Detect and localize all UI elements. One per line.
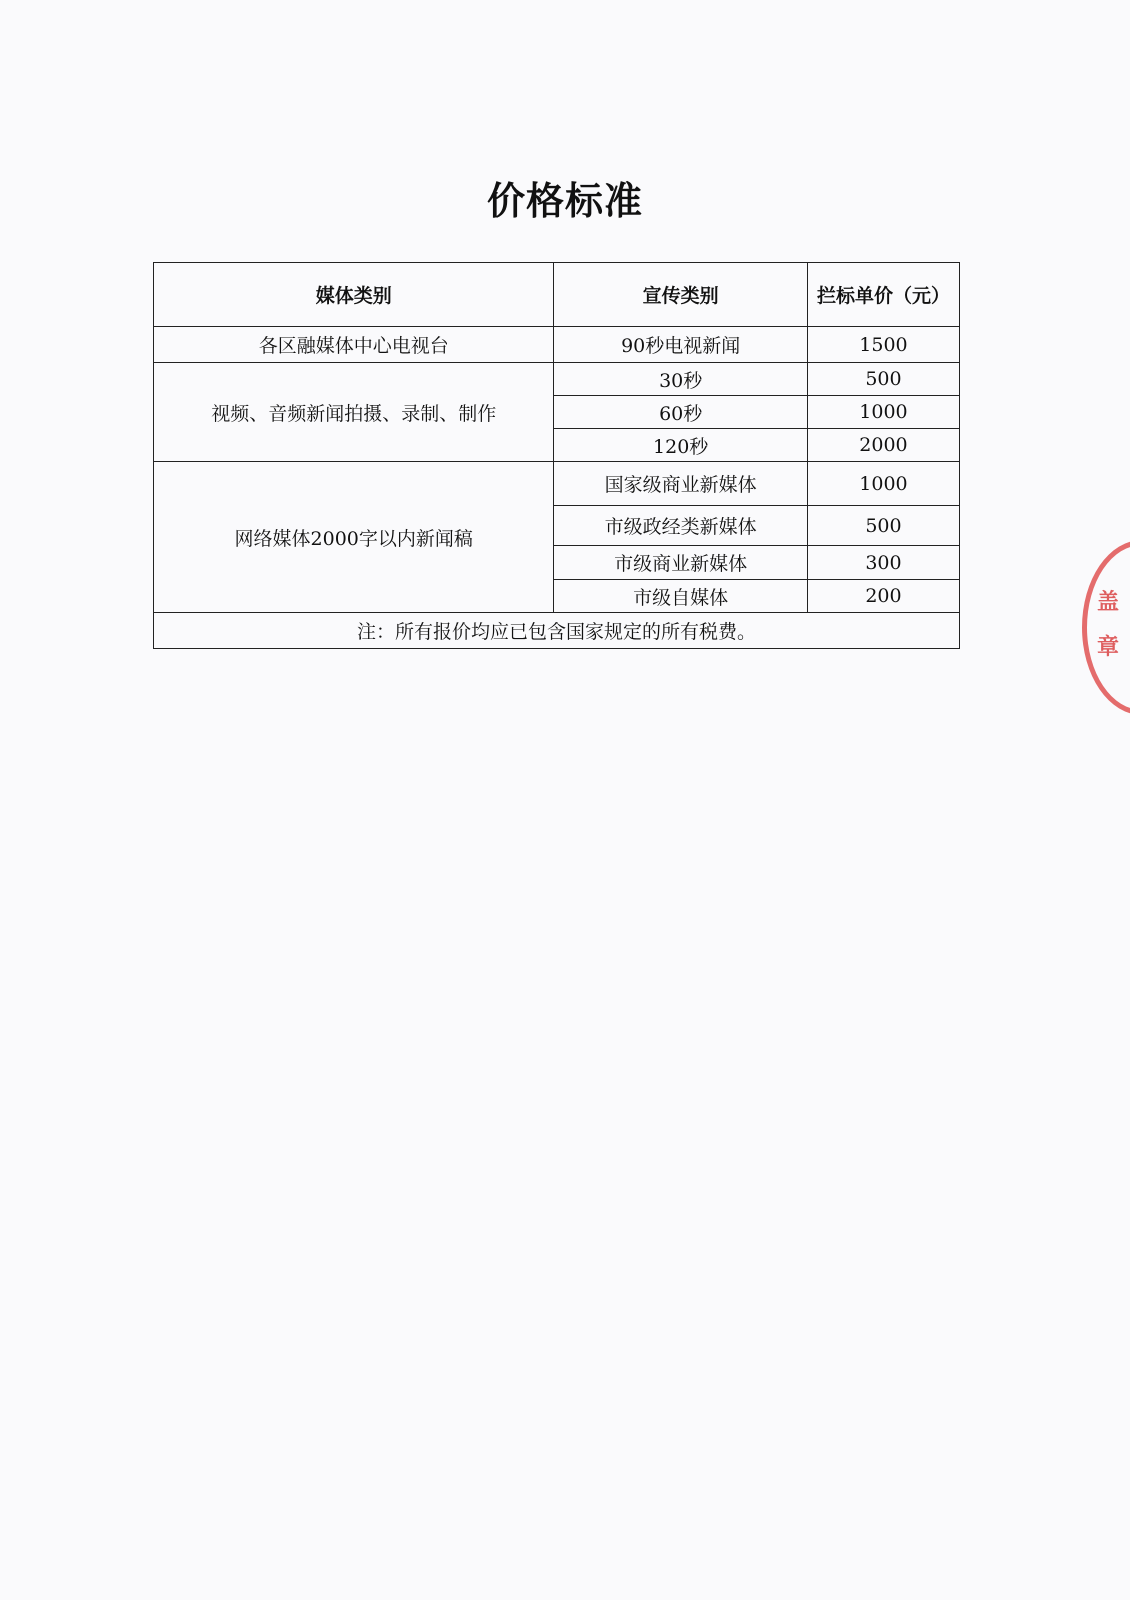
- price-cell: 1000: [807, 462, 959, 506]
- seal-glyph: 盖: [1097, 590, 1120, 615]
- header-price: 拦标单价（元）: [807, 263, 959, 327]
- promo-cell: 60秒: [554, 396, 807, 429]
- note-row: [154, 613, 960, 649]
- promo-cell: 国家级商业新媒体: [554, 462, 807, 506]
- promo-cell: 市级政经类新媒体: [554, 506, 807, 546]
- table-row: [154, 462, 960, 506]
- header-media-category: 媒体类别: [154, 263, 554, 327]
- media-cell: 各区融媒体中心电视台: [154, 327, 554, 363]
- page-title: 价格标准: [486, 179, 643, 223]
- price-cell: 300: [807, 546, 959, 580]
- table-header-row: [154, 263, 960, 327]
- table-row: [154, 327, 960, 363]
- promo-cell: 30秒: [554, 363, 807, 396]
- table-row: [154, 363, 960, 396]
- red-seal-stamp: [1082, 540, 1130, 715]
- promo-cell: 90秒电视新闻: [554, 327, 807, 363]
- media-cell: 视频、音频新闻拍摄、录制、制作: [154, 363, 554, 462]
- seal-glyph: 章: [1097, 635, 1120, 660]
- price-cell: 2000: [807, 429, 959, 462]
- price-cell: 500: [807, 363, 959, 396]
- price-cell: 500: [807, 506, 959, 546]
- price-cell: 200: [807, 580, 959, 613]
- price-cell: 1000: [807, 396, 959, 429]
- media-cell: 网络媒体2000字以内新闻稿: [154, 462, 554, 613]
- promo-cell: 市级自媒体: [554, 580, 807, 613]
- price-cell: 1500: [807, 327, 959, 363]
- table-note: 注：所有报价均应已包含国家规定的所有税费。: [154, 613, 960, 649]
- promo-cell: 市级商业新媒体: [554, 546, 807, 580]
- promo-cell: 120秒: [554, 429, 807, 462]
- price-table: [153, 262, 960, 649]
- header-promo-category: 宣传类别: [554, 263, 807, 327]
